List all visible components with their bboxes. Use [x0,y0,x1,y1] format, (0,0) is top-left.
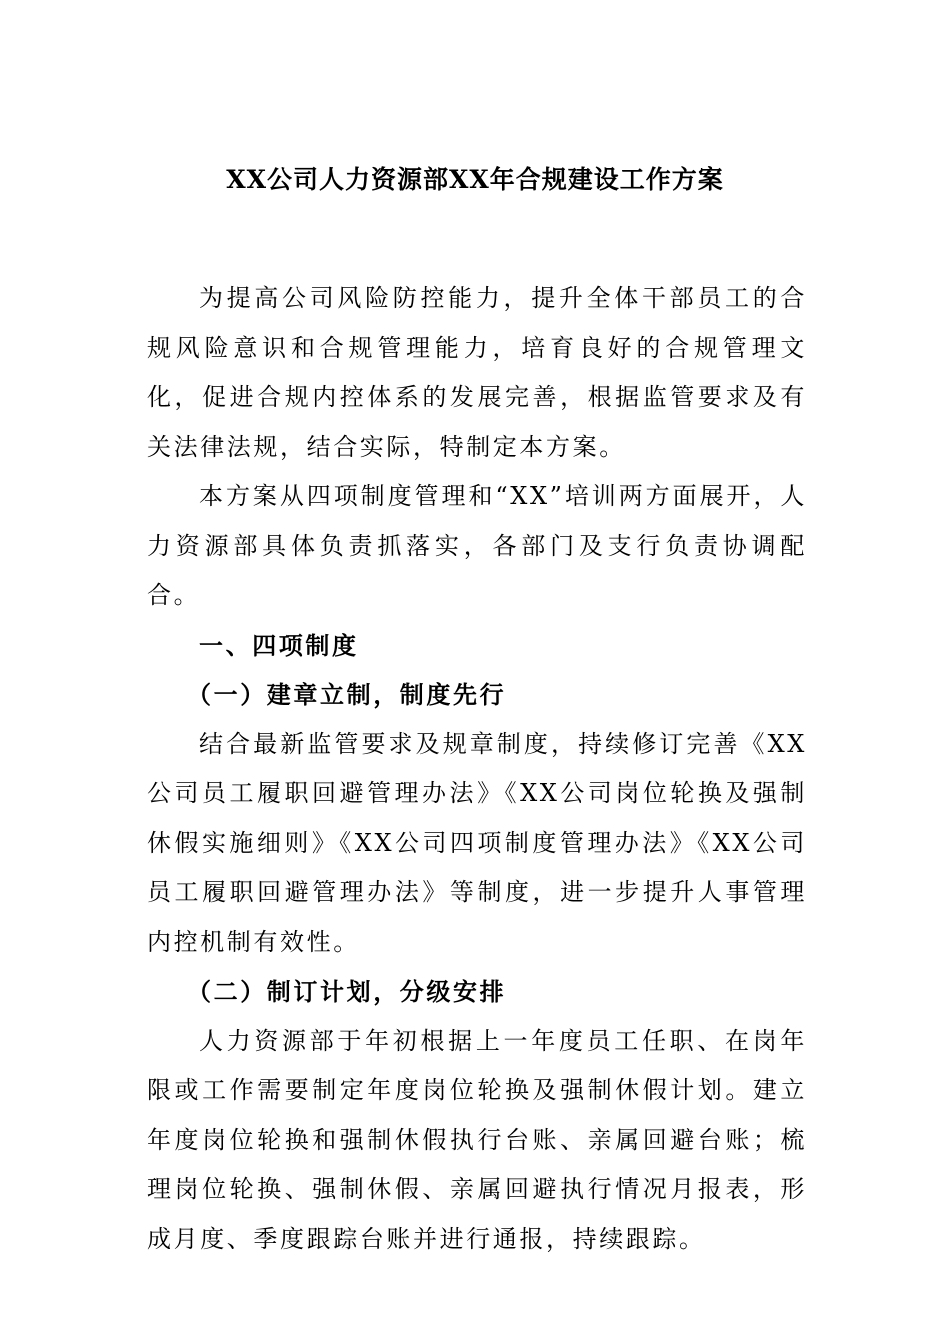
subsection-heading-1: （一）建章立制，制度先行 [187,680,507,709]
subsection-1-paragraph: 结合最新监管要求及规章制度，持续修订完善《XX公司员工履职回避管理办法》《XX公司岗位轮换及强制休假实施细则》《XX公司四项制度管理办法》《XX公司员工履职回避管理办法》等制度，进一步提升人事管理内控机制有效性。 [147,729,807,956]
document-body [147,274,807,1264]
subsection-2-paragraph: 人力资源部于年初根据上一年度员工任职、在岗年限或工作需要制定年度岗位轮换及强制休假计划。建立年度岗位轮换和强制休假执行台账、亲属回避台账；梳理岗位轮换、强制休假、亲属回避执行情况月报表，形成月度、季度跟踪台账并进行通报，持续跟踪。 [147,1026,807,1253]
subsection-heading-2: （二）制订计划，分级安排 [187,977,507,1006]
intro-paragraph: 为提高公司风险防控能力，提升全体干部员工的合规风险意识和合规管理能力，培育良好的合规管理文化，促进合规内控体系的发展完善，根据监管要求及有关法律法规，结合实际，特制定本方案。 [147,284,807,461]
scope-paragraph: 本方案从四项制度管理和“XX”培训两方面展开，人力资源部具体负责抓落实，各部门及支行负责协调配合。 [147,482,807,609]
section-heading-four-systems: 一、四项制度 [199,630,359,660]
document-title: XX公司人力资源部XX年合规建设工作方案 [226,165,724,194]
